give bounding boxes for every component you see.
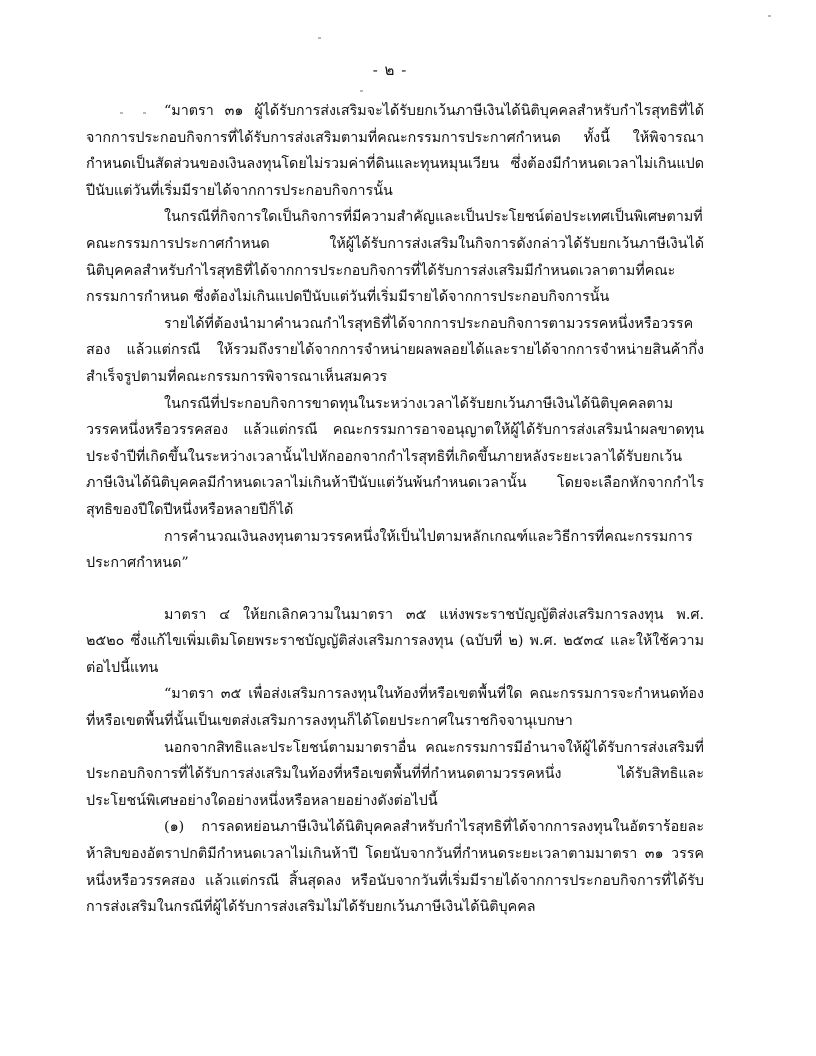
scan-speck — [120, 112, 123, 114]
paragraph-special-benefit: ในกรณีที่กิจการใดเป็นกิจการที่มีความสำคัญและเป็นประโยชน์ต่อประเทศเป็นพิเศษตามที่คณะกรรมการประกาศกำหนด ให้ผู้ได้รับการส่งเสริมในกิจการดังกล่าวได้รับยกเว้นภาษีเงินได้นิติบุคคลสำหรับกำไรสุทธิที่ได้จากการประกอบกิจการที่ได้รับการส่งเสริมมีกำหนดเวลาตามที่คณะกรรมการกำหนด ซึ่งต้องไม่เกินแปดปีนับแต่วันที่เริ่มมีรายได้จากการประกอบกิจการนั้น — [86, 209, 704, 306]
paragraph-loss-carry-forward: ในกรณีที่ประกอบกิจการขาดทุนในระหว่างเวลาได้รับยกเว้นภาษีเงินได้นิติบุคคลตามวรรคหนึ่งหรือวรรคสอง แล้วแต่กรณี คณะกรรมการอาจอนุญาตให้ผู้ได้รับการส่งเสริมนำผลขาดทุนประจำปีที่เกิดขึ้นในระหว่างเวลานั้นไปหักออกจากกำไรสุทธิที่เกิดขึ้นภายหลังระยะเวลาได้รับยกเว้นภาษีเงินได้นิติบุคคลมีกำหนดเวลาไม่เกินห้าปีนับแต่วันพ้นกำหนดเวลานั้น โดยจะเลือกหักจากกำไรสุทธิของปีใดปีหนึ่งหรือหลายปีก็ได้ — [86, 395, 704, 518]
scan-speck — [143, 112, 146, 114]
scan-speck — [360, 90, 363, 92]
page-number: - ๒ - — [372, 61, 408, 79]
paragraph-item-1: (๑) การลดหย่อนภาษีเงินได้นิติบุคคลสำหรับกำไรสุทธิที่ได้จากการลงทุนในอัตราร้อยละห้าสิบของอัตราปกติมีกำหนดเวลาไม่เกินห้าปี โดยนับจากวันที่กำหนดระยะเวลาตามมาตรา ๓๑ วรรคหนึ่งหรือวรรคสอง แล้วแต่กรณี สิ้นสุดลง หรือนับจากวันที่เริ่มมีรายได้จากการประกอบกิจการที่ได้รับการส่งเสริมในกรณีที่ผู้ได้รับการส่งเสริมไม่ได้รับยกเว้นภาษีเงินได้นิติบุคคล — [86, 819, 704, 916]
scan-speck — [768, 15, 771, 17]
paragraph-section-31: “มาตรา ๓๑ ผู้ได้รับการส่งเสริมจะได้รับยกเว้นภาษีเงินได้นิติบุคคลสำหรับกำไรสุทธิที่ได้จากการประกอบกิจการที่ได้รับการส่งเสริมตามที่คณะกรรมการประกาศกำหนด ทั้งนี้ ให้พิจารณากำหนดเป็นสัดส่วนของเงินลงทุนโดยไม่รวมค่าที่ดินและทุนหมุนเวียน ซึ่งต้องมีกำหนดเวลาไม่เกินแปดปีนับแต่วันที่เริ่มมีรายได้จากการประกอบกิจการนั้น — [86, 103, 704, 199]
document-body — [86, 98, 704, 921]
paragraph-income-calculation: รายได้ที่ต้องนำมาคำนวณกำไรสุทธิที่ได้จากการประกอบกิจการตามวรรคหนึ่งหรือวรรคสอง แล้วแต่กรณี ให้รวมถึงรายได้จากการจำหน่ายผลพลอยได้และรายได้จากการจำหน่ายสินค้ากึ่งสำเร็จรูปตามที่คณะกรรมการพิจารณาเห็นสมควร — [86, 315, 704, 385]
paragraph-investment-calculation: การคำนวณเงินลงทุนตามวรรคหนึ่งให้เป็นไปตามหลักเกณฑ์และวิธีการที่คณะกรรมการประกาศกำหนด” — [86, 528, 693, 572]
paragraph-section-4: มาตรา ๔ ให้ยกเลิกความในมาตรา ๓๕ แห่งพระราชบัญญัติส่งเสริมการลงทุน พ.ศ. ๒๕๒๐ ซึ่งแก้ไขเพิ่มเติมโดยพระราชบัญญัติส่งเสริมการลงทุน (ฉบับที่ ๒) พ.ศ. ๒๕๓๔ และให้ใช้ความต่อไปนี้แทน — [86, 606, 704, 676]
scan-speck — [318, 37, 321, 39]
paragraph-section-35: “มาตรา ๓๕ เพื่อส่งเสริมการลงทุนในท้องที่หรือเขตพื้นที่ใด คณะกรรมการจะกำหนดท้องที่หรือเขตพื้นที่นั้นเป็นเขตส่งเสริมการลงทุนก็ได้โดยประกาศในราชกิจจานุเบกษา — [86, 686, 704, 730]
paragraph-additional-rights: นอกจากสิทธิและประโยชน์ตามมาตราอื่น คณะกรรมการมีอำนาจให้ผู้ได้รับการส่งเสริมที่ประกอบกิจการที่ได้รับการส่งเสริมในท้องที่หรือเขตพื้นที่ที่กำหนดตามวรรคหนึ่ง ได้รับสิทธิและประโยชน์พิเศษอย่างใดอย่างหนึ่งหรือหลายอย่างดังต่อไปนี้ — [86, 739, 704, 809]
